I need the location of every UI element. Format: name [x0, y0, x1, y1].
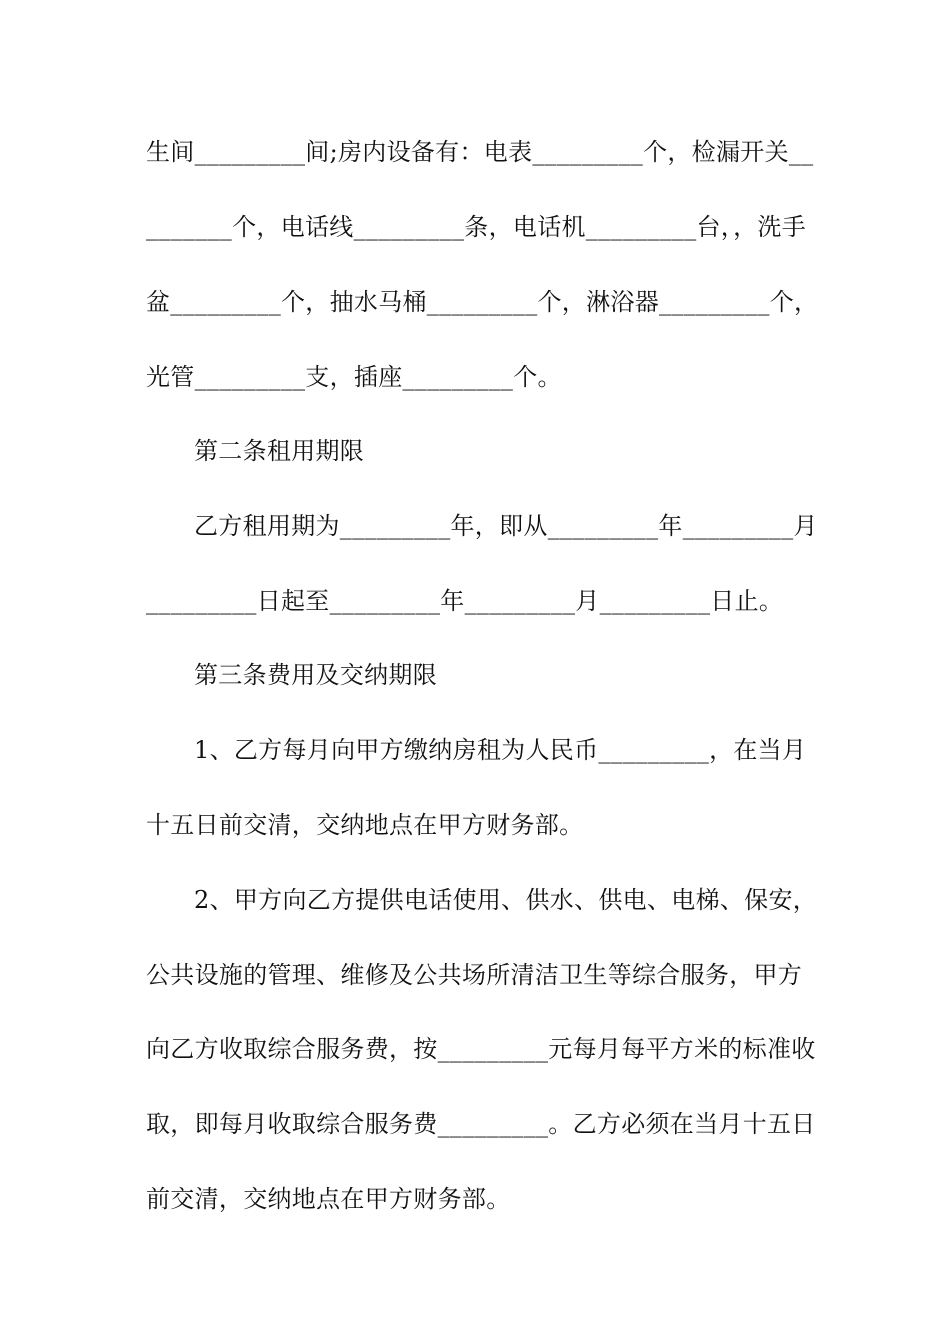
section-heading-term: 第二条租用期限 [194, 437, 365, 465]
text-line-3: 盆_________个，抽水马桶_________个，淋浴器_________个， [146, 288, 819, 316]
text-line-1: 生间_________间;房内设备有：电表_________个，检漏开关__ [146, 138, 814, 166]
text-line-4: 光管_________支，插座_________个。 [146, 363, 562, 391]
text-line-14: 取，即每月收取综合服务费_________。乙方必须在当月十五日 [146, 1110, 816, 1138]
text-line-12: 公共设施的管理、维修及公共场所清洁卫生等综合服务，甲方 [146, 961, 803, 989]
text-line-11: 2、甲方向乙方提供电话使用、供水、供电、电梯、保安， [194, 886, 818, 914]
text-line-9: 1、乙方每月向甲方缴纳房租为人民币_________，在当月 [194, 736, 807, 764]
text-line-7: _________日起至_________年_________月_________日止。 [146, 587, 784, 615]
text-line-13: 向乙方收取综合服务费，按_________元每月每平方米的标准收 [146, 1035, 816, 1063]
section-heading-fees: 第三条费用及交纳期限 [194, 661, 437, 689]
text-line-15: 前交清，交纳地点在甲方财务部。 [146, 1185, 511, 1213]
text-line-6: 乙方租用期为_________年，即从_________年_________月 [194, 512, 818, 540]
text-line-10: 十五日前交清，交纳地点在甲方财务部。 [146, 811, 584, 839]
text-line-2: _______个，电话线_________条，电话机_________台，，洗手 [146, 213, 806, 241]
